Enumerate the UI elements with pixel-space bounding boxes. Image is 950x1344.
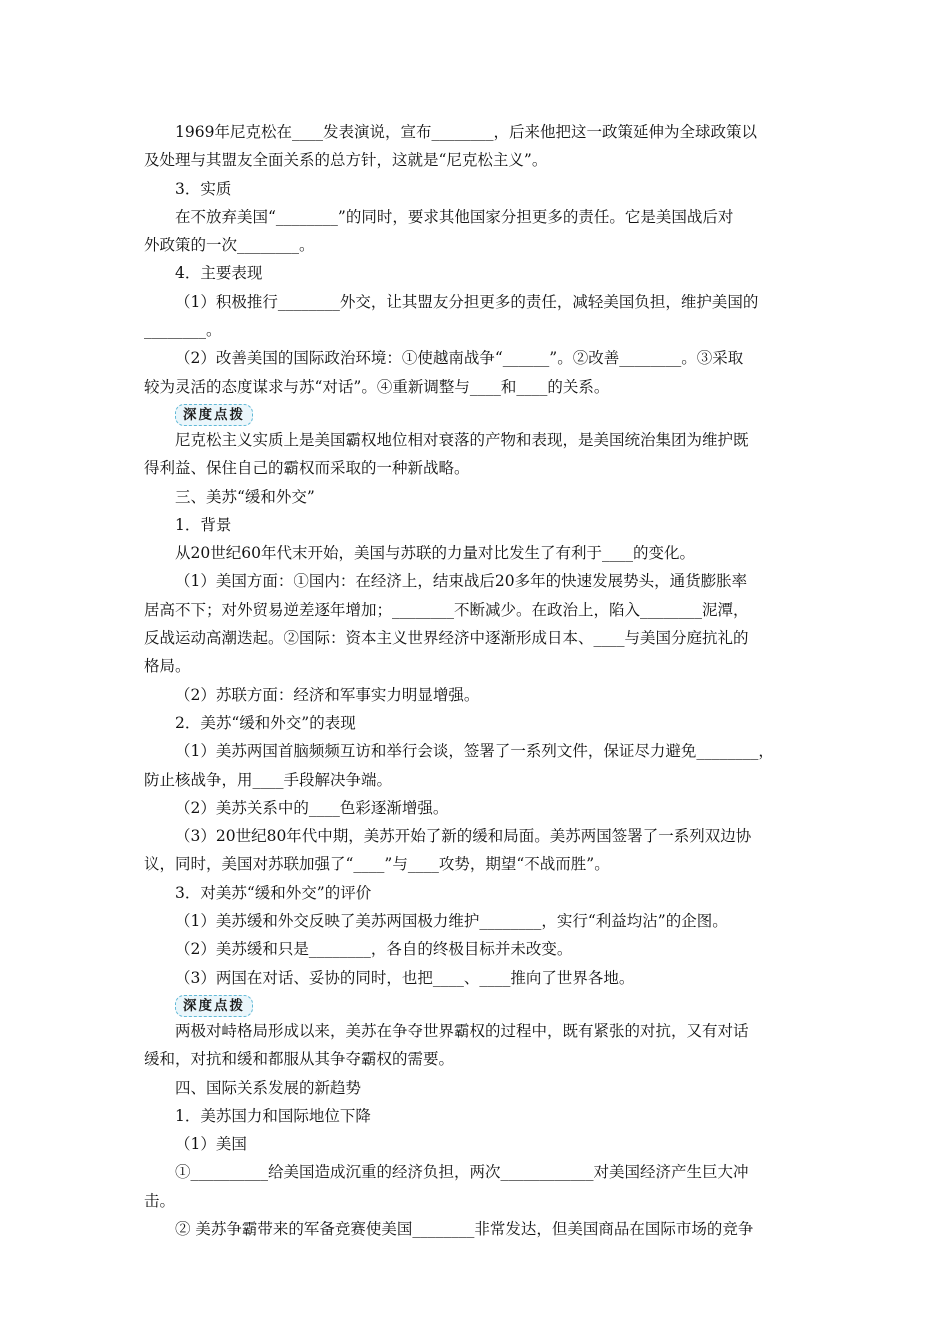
paragraph-line: 在不放弃美国“________”的同时，要求其他国家分担更多的责任。它是美国战后对 — [175, 207, 734, 226]
paragraph-line: （2）改善美国的国际政治环境：①使越南战争“______”。②改善________。③采取 — [175, 349, 744, 368]
paragraph-line: （2）美苏关系中的____色彩逐渐增强。 — [175, 798, 449, 817]
paragraph-line: 及处理与其盟友全面关系的总方针，这就是“尼克松主义”。 — [144, 151, 548, 170]
paragraph-line: 得利益、保住自己的霸权而采取的一种新战略。 — [144, 459, 470, 478]
paragraph-line: （3）20世纪80年代中期，美苏开始了新的缓和局面。美苏两国签署了一系列双边协 — [175, 827, 752, 846]
paragraph-line: 居高不下；对外贸易逆差逐年增加；________不断减少。在政治上，陷入________泥潭， — [144, 600, 749, 619]
paragraph-line: （3）两国在对话、妥协的同时，也把____、____推向了世界各地。 — [175, 968, 635, 987]
paragraph-line: 1969年尼克松在____发表演说，宣布________，后来他把这一政策延伸为全球政策以 — [175, 123, 757, 141]
section-heading: 2．美苏“缓和外交”的表现 — [175, 713, 356, 732]
paragraph-line: （1）美苏两国首脑频频互访和举行会谈，签署了一系列文件，保证尽力避免________， — [175, 742, 774, 761]
paragraph-line: 格局。 — [144, 657, 191, 676]
section-heading: 四、国际关系发展的新趋势 — [175, 1078, 362, 1097]
section-heading: 1．美苏国力和国际地位下降 — [175, 1106, 371, 1125]
paragraph-line: （2）美苏缓和只是________，各自的终极目标并未改变。 — [175, 940, 573, 959]
section-heading: （1）美国 — [175, 1135, 247, 1154]
paragraph-line: 议，同时，美国对苏联加强了“____”与____攻势，期望“不战而胜”。 — [144, 855, 610, 874]
paragraph-line: 较为灵活的态度谋求与苏“对话”。④重新调整与____和____的关系。 — [144, 377, 610, 396]
section-heading: 1．背景 — [175, 515, 232, 534]
paragraph-line: 从20世纪60年代末开始，美国与苏联的力量对比发生了有利于____的变化。 — [175, 544, 695, 563]
paragraph-line: （1）积极推行________外交，让其盟友分担更多的责任，减轻美国负担，维护美国的 — [175, 292, 759, 311]
document-body — [144, 118, 806, 1243]
paragraph-line: 防止核战争，用____手段解决争端。 — [144, 770, 393, 789]
paragraph-line: （1）美国方面：①国内：在经济上，结束战后20多年的快速发展势头，通货膨胀率 — [175, 572, 748, 591]
paragraph-line: ①__________给美国造成沉重的经济负担，两次____________对美国经济产生巨大冲 — [175, 1163, 749, 1182]
section-heading: 3．对美苏“缓和外交”的评价 — [175, 883, 372, 902]
paragraph-line: 击。 — [144, 1191, 176, 1210]
deep-tip-badge: 深度点拨 — [175, 995, 253, 1017]
paragraph-line: 两极对峙格局形成以来，美苏在争夺世界霸权的过程中，既有紧张的对抗，又有对话 — [175, 1021, 749, 1040]
paragraph-line: ② 美苏争霸带来的军备竞赛使美国________非常发达，但美国商品在国际市场的竞争 — [175, 1219, 754, 1238]
section-heading: 3．实质 — [175, 179, 232, 198]
paragraph-line: 尼克松主义实质上是美国霸权地位相对衰落的产物和表现，是美国统治集团为维护既 — [175, 430, 749, 449]
paragraph-line: 外政策的一次________。 — [144, 236, 315, 255]
section-heading: 4．主要表现 — [175, 264, 263, 283]
paragraph-line: （2）苏联方面：经济和军事实力明显增强。 — [175, 685, 480, 704]
deep-tip-badge: 深度点拨 — [175, 404, 253, 426]
paragraph-line: 反战运动高潮迭起。②国际：资本主义世界经济中逐渐形成日本、____与美国分庭抗礼的 — [144, 629, 749, 648]
paragraph-line: 缓和，对抗和缓和都服从其争夺霸权的需要。 — [144, 1050, 455, 1069]
paragraph-line: ________。 — [144, 321, 222, 340]
section-heading: 三、美苏“缓和外交” — [175, 487, 315, 506]
paragraph-line: （1）美苏缓和外交反映了美苏两国极力维护________，实行“利益均沾”的企图。 — [175, 912, 728, 931]
